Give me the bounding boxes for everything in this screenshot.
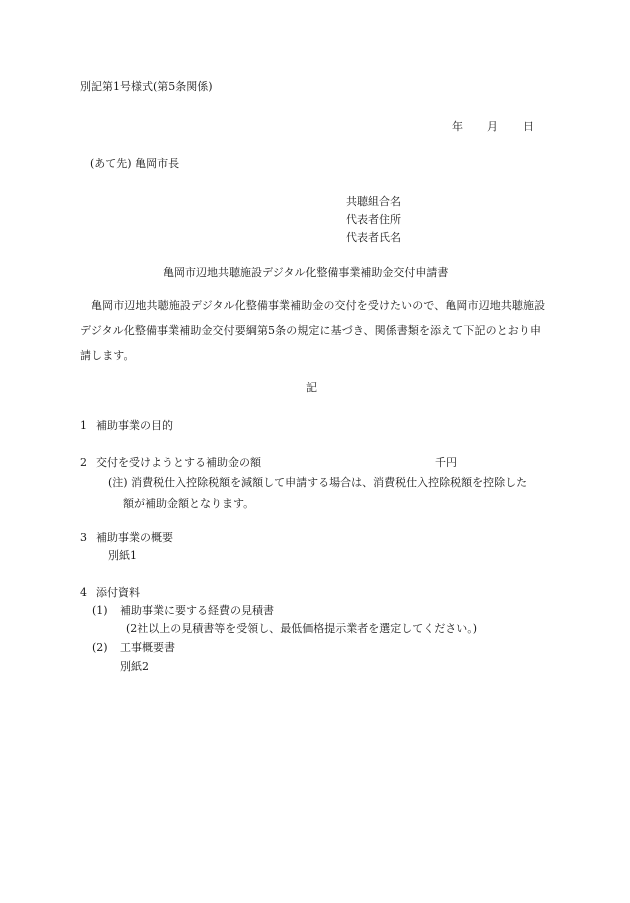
date-year: 年 [452, 120, 463, 133]
item2-number: 2 [80, 456, 87, 469]
body-paragraph: 亀岡市辺地共聴施設デジタル化整備事業補助金の交付を受けたいので、亀岡市辺地共聴施設デジタル化整備事業補助金交付要綱第5条の規定に基づき、関係書類を添えて下記のとおり申請します。 [80, 299, 546, 362]
document-title: 亀岡市辺地共聴施設デジタル化整備事業補助金交付申請書 [163, 266, 449, 279]
rep-name-label: 代表者氏名 [346, 231, 401, 244]
item4-number: 4 [80, 586, 87, 599]
item3-number: 3 [80, 531, 87, 544]
item2-unit: 千円 [435, 456, 457, 469]
item4-sub2-number: (2) [92, 641, 108, 654]
item2-label: 交付を受けようとする補助金の額 [96, 456, 261, 469]
form-label: 別記第1号様式(第5条関係) [80, 80, 213, 93]
union-name-label: 共聴組合名 [346, 195, 401, 208]
date-month: 月 [487, 120, 498, 133]
item4-sub2-sub: 別紙2 [120, 660, 149, 673]
item1-number: 1 [80, 419, 87, 432]
item4-sub2-label: 工事概要書 [120, 641, 175, 654]
addressee: (あて先) 亀岡市長 [90, 157, 180, 170]
item2-note [108, 472, 558, 514]
item1-label: 補助事業の目的 [96, 419, 173, 432]
item4-sub1-number: (1) [92, 604, 108, 617]
item2-note-line1: (注) 消費税仕入控除税額を減額して申請する場合は、消費税仕入控除税額を控除した [108, 476, 528, 489]
item2-note-line2: 額が補助金額となります。 [123, 497, 255, 510]
date-day: 日 [523, 120, 534, 133]
item4-label: 添付資料 [96, 586, 140, 599]
item4-sub1-label: 補助事業に要する経費の見積書 [120, 604, 274, 617]
item3-label: 補助事業の概要 [96, 531, 173, 544]
rep-address-label: 代表者住所 [346, 213, 401, 226]
item3-sub: 別紙1 [108, 549, 137, 562]
ki-heading: 記 [306, 381, 317, 394]
item4-sub1-note: (2社以上の見積書等を受領し、最低価格提示業者を選定してください。) [126, 622, 478, 635]
